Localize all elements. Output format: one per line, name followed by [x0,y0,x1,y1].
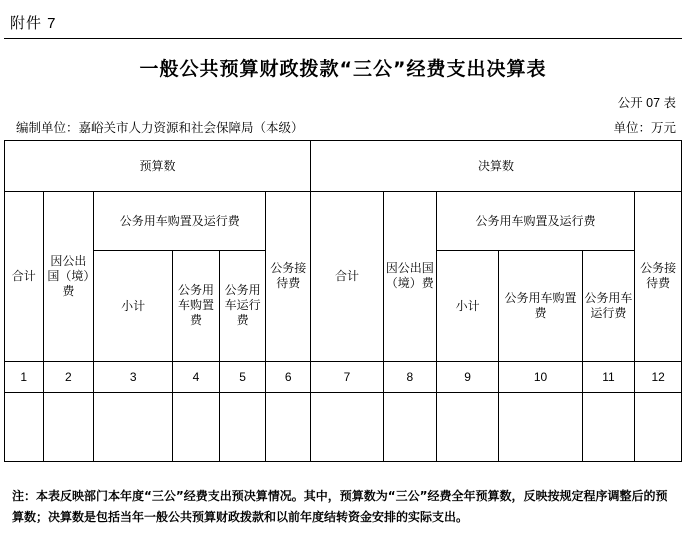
data-cell-12 [635,393,682,462]
col-final-vehicle-group [436,192,635,251]
number-cell-8: 8 [383,362,436,393]
data-cell-6 [266,393,311,462]
col-final-vehicle-operation [582,251,635,362]
col-final-hospitality [635,192,682,362]
data-cell-4 [173,393,220,462]
table-note: 注：本表反映部门本年度“三公”经费支出预决算情况。其中，预算数为“三公”经费全年预算数，反映按规定程序调整后的预算数；决算数是包括当年一般公共预算财政拨款和以前年度结转资金安排的实际支出。 [12,489,668,524]
public-code-label: 公开 07 表 [617,96,676,110]
number-cell-1: 1 [5,362,44,393]
table-group-header-row [5,141,682,192]
attachment-label: 附件 7 [10,15,57,32]
col-budget-hospitality [266,192,311,362]
table-row [5,393,682,462]
number-cell-9: 9 [436,362,499,393]
col-final-vehicle-purchase [499,251,582,362]
col-budget-vehicle-subtotal [94,251,173,362]
number-cell-4: 4 [173,362,220,393]
table-number-row [5,362,682,393]
group-header-budget: 预算数 [5,141,311,192]
col-final-abroad-label: 因公出国（境）费 [385,261,434,291]
table-column-header-row [5,192,682,251]
col-final-total [311,192,384,362]
data-cell-9 [436,393,499,462]
col-budget-abroad-label: 因公出国（境）费 [47,253,90,298]
number-cell-11: 11 [582,362,635,393]
col-final-vehicle-operation-label: 公务用车运行费 [584,290,633,320]
top-divider [4,38,682,39]
data-cell-8 [383,393,436,462]
number-cell-3: 3 [94,362,173,393]
number-cell-7: 7 [311,362,384,393]
number-cell-6: 6 [266,362,311,393]
data-cell-10 [499,393,582,462]
number-cell-2: 2 [43,362,94,393]
col-final-total-label: 合计 [334,269,359,284]
col-final-vehicle-subtotal-label: 小计 [455,298,480,313]
col-final-vehicle-subtotal [436,251,499,362]
group-header-final: 决算数 [311,141,682,192]
data-cell-5 [219,393,266,462]
col-budget-vehicle-operation-label: 公务用车运行费 [224,283,261,328]
col-budget-vehicle-group-label: 公务用车购置及运行费 [119,213,240,228]
col-budget-vehicle-purchase [173,251,220,362]
number-cell-10: 10 [499,362,582,393]
col-budget-vehicle-purchase-label: 公务用车购置费 [178,283,215,328]
col-final-vehicle-group-label: 公务用车购置及运行费 [475,213,596,228]
budget-table [4,140,682,462]
col-budget-total [5,192,44,362]
col-final-abroad [383,192,436,362]
data-cell-3 [94,393,173,462]
col-budget-vehicle-group [94,192,266,251]
unit-label: 单位：万元 [613,121,676,135]
col-final-vehicle-purchase-label: 公务用车购置费 [504,290,577,320]
page-title: 一般公共预算财政拨款“三公”经费支出决算表 [139,58,547,80]
data-cell-1 [5,393,44,462]
data-cell-7 [311,393,384,462]
number-cell-12: 12 [635,362,682,393]
compiler-label: 编制单位：嘉峪关市人力资源和社会保障局（本级） [16,121,304,135]
col-final-hospitality-label: 公务接待费 [640,261,677,291]
number-cell-5: 5 [219,362,266,393]
col-budget-total-label: 合计 [11,269,36,284]
data-cell-11 [582,393,635,462]
col-budget-abroad [43,192,94,362]
col-budget-vehicle-operation [219,251,266,362]
col-budget-vehicle-subtotal-label: 小计 [121,298,146,313]
col-budget-hospitality-label: 公务接待费 [270,261,307,291]
data-cell-2 [43,393,94,462]
